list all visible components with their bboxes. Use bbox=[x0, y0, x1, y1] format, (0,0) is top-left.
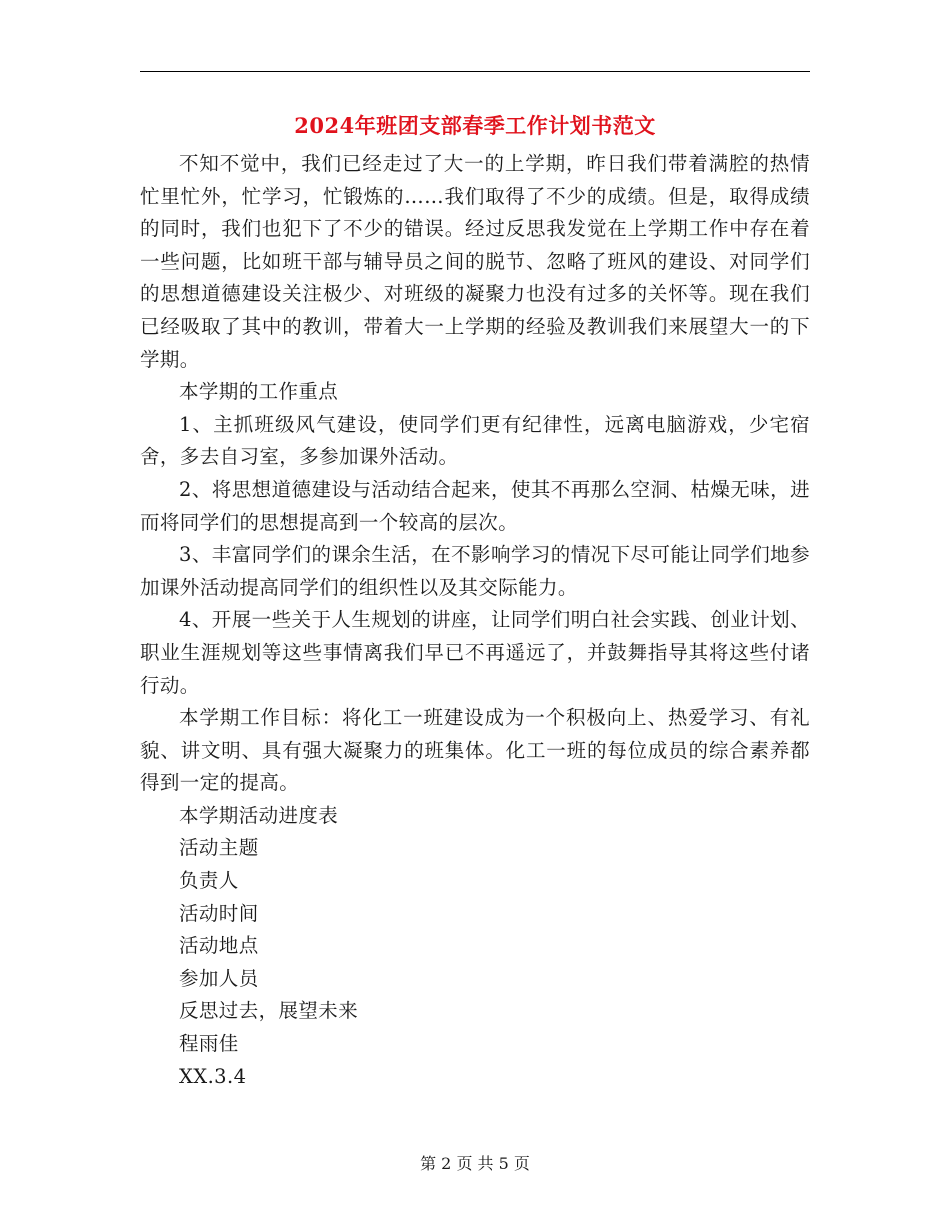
intro-paragraph: 不知不觉中，我们已经走过了大一的上学期，昨日我们带着满腔的热情忙里忙外，忙学习，忙锻炼的……我们取得了不少的成绩。但是，取得成绩的同时，我们也犯下了不少的错误。经过反思我发觉在上学期工作中存在着一些问题，比如班干部与辅导员之间的脱节、忽略了班风的建设、对同学们的思想道德建设关注极少、对班级的凝聚力也没有过多的关怀等。现在我们已经吸取了其中的教训，带着大一上学期的经验及教训我们来展望大一的下学期。 bbox=[140, 152, 810, 371]
schedule-header-participants: 参加人员 bbox=[179, 966, 259, 990]
page-number: 第 2 页 共 5 页 bbox=[420, 1154, 530, 1173]
schedule-header-location: 活动地点 bbox=[179, 934, 259, 958]
list-item-focus-4: 4、开展一些关于人生规划的讲座，让同学们明白社会实践、创业计划、职业生涯规划等这些事情离我们早已不再遥远了，并鼓舞指导其将这些付诸行动。 bbox=[140, 608, 810, 697]
schedule-header-theme: 活动主题 bbox=[179, 836, 259, 860]
list-item-focus-2: 2、将思想道德建设与活动结合起来，使其不再那么空洞、枯燥无味，进而将同学们的思想提高到一个较高的层次。 bbox=[140, 477, 810, 534]
schedule-cell-theme: 反思过去，展望未来 bbox=[179, 999, 359, 1023]
schedule-header-owner: 负责人 bbox=[179, 869, 239, 893]
header-rule bbox=[140, 71, 810, 72]
document-title: 2024年班团支部春季工作计划书范文 bbox=[294, 113, 656, 138]
schedule-header-time: 活动时间 bbox=[179, 901, 259, 925]
list-item-focus-1: 1、主抓班级风气建设，使同学们更有纪律性，远离电脑游戏，少宅宿舍，多去自习室，多参加课外活动。 bbox=[140, 412, 810, 469]
section-heading-work-focus: 本学期的工作重点 bbox=[179, 380, 339, 404]
work-goal-paragraph: 本学期工作目标：将化工一班建设成为一个积极向上、热爱学习、有礼貌、讲文明、具有强大凝聚力的班集体。化工一班的每位成员的综合素养都得到一定的提高。 bbox=[140, 706, 810, 795]
document-body bbox=[140, 148, 810, 1093]
schedule-cell-date: XX.3.4 bbox=[179, 1064, 247, 1088]
schedule-cell-owner: 程雨佳 bbox=[179, 1032, 239, 1056]
section-heading-schedule: 本学期活动进度表 bbox=[179, 803, 339, 827]
list-item-focus-3: 3、丰富同学们的课余生活，在不影响学习的情况下尽可能让同学们地参加课外活动提高同学们的组织性以及其交际能力。 bbox=[140, 543, 810, 599]
